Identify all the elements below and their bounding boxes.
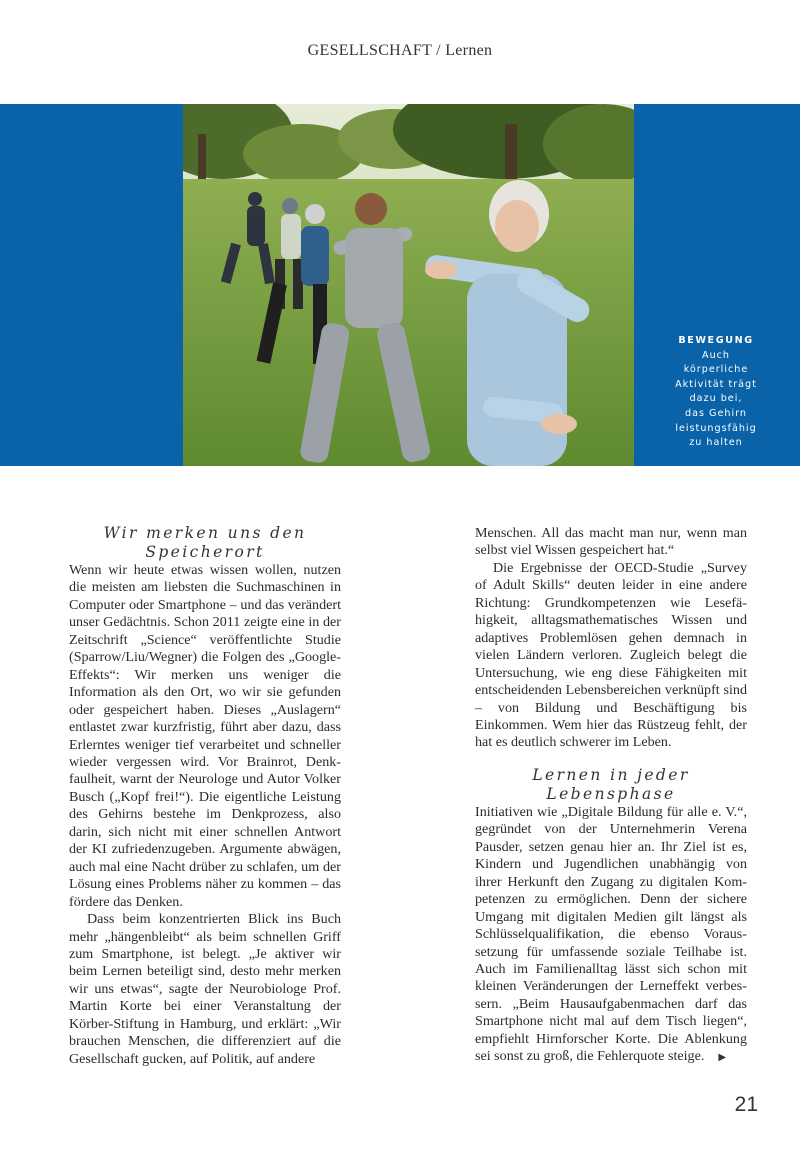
subheading-lebensphase: Lernen in jeder Lebensphase (532, 765, 690, 803)
photo-caption (654, 334, 778, 451)
hero-photo (183, 104, 634, 466)
paragraph: Wenn wir heute etwas wissen wollen, nutzen die meisten am liebsten die Suchmaschinen in Computer oder Smartphone – und das verändert unser Gedächtnis. Schon 2011 zeigte eine in der Zeitschrift „Science“ veröffentlichte Studie (Sparrow/Liu/Wegner) die Folgen des „Google-Effekts“: Wir merken uns weniger die Information als den Ort, wo wir sie gefunden oder gespeichert haben. Dieses „Auslagern“ entlastet zwar kurzfristig, führt aber dazu, dass Erlerntes weniger tief verarbeitet und schneller wieder vergessen wird. Vor Brainrot, Denkfaulheit, warnt der Neurologe und Autor Volker Busch („Kopf frei!“). Die eigentliche Leistung des Gehirns bestehe im Denkprozess, also darin, sich nicht mit einer schnellen Antwort der KI zufriedenzugeben. Argumente abwägen, auch mal eine Nacht drüber zu schlafen, um der Lösung eines Problems näher zu kommen – das fördere das Denken. (69, 562, 341, 910)
left-column (69, 524, 341, 1068)
caption-line: leistungsfähig (675, 422, 757, 434)
subheading-speicherort: Wir merken uns den Speicherort (103, 524, 307, 561)
triangle-right-icon: ▶ (718, 1052, 727, 1064)
paragraph: Menschen. All das macht man nur, wenn man selbst viel Wissen gespeichert hat.“ (475, 525, 747, 559)
paragraph: Dass beim konzentrierten Blick ins Buch mehr „hängenbleibt“ als beim schnellen Griff zum Smartphone, ist belegt. „Je aktiver wir beim Lernen beteiligt sind, desto mehr merken wir uns etwas“, sagte der Neurobiologe Prof. Martin Korte bei einer Veranstaltung der Körber-Stiftung in Hamburg, und erklärt: „Wir brauchen Menschen, die differenziert auf die Gesellschaft gucken, auf Politik, auf andere (69, 911, 341, 1067)
caption-line: zu halten (689, 437, 743, 449)
paragraph: Die Ergebnisse der OECD-Studie „Survey of Adult Skills“ deuten leider in eine andere Richtung: Grundkompetenzen wie Lesefähigkeit, alltagsmathematisches Wissen und adaptives Problemlösen gehen demnach in vielen Ländern verloren. Zugleich belegt die Untersuchung, wie eng diese Fähigkeiten mit entscheidenden Lebensbereichen verknüpft sind – von Bildung und Beschäftigung bis Einkommen. Wem hier das Rüstzeug fehlt, der hat es deutlich schwerer im Leben. (475, 559, 747, 751)
paragraph-text: Initiativen wie „Digitale Bildung für alle e. V.“, gegründet von der Unternehmerin Verena Pausder, setzen genau hier an. Ihr Ziel ist es, Kindern und Jugendlichen unabhängig von ihrer Herkunft den Zugang zu digitalen Kompetenzen zu ermöglichen. Denn der sichere Umgang mit digitalen Medien gilt längst als Schlüsselqualifikation, die ebenso Voraussetzung für umfassende soziale Teilhabe ist. Auch im Familienalltag lässt sich schon mit kleinen Veränderungen der Lerneffekt verbessern. „Beim Hausaufgabenmachen darf das Smartphone nicht mal auf dem Tisch liegen“, empfiehlt Hirnforscher Korte. Die Ablenkung sei sonst zu groß, die Fehlerquote steige. (475, 803, 747, 1065)
caption-line: das Gehirn (685, 407, 747, 419)
section-header: GESELLSCHAFT / Lernen (307, 42, 493, 59)
caption-title: BEWEGUNG (678, 335, 754, 346)
right-column (475, 525, 747, 1067)
caption-line: Aktivität trägt (675, 378, 757, 390)
caption-line: Auch (702, 349, 730, 361)
paragraph-last (475, 804, 747, 1067)
caption-line: körperliche (683, 364, 749, 376)
photo-illustration (183, 104, 634, 466)
page-number: 21 (734, 1093, 758, 1116)
caption-line: dazu bei, (689, 393, 743, 405)
